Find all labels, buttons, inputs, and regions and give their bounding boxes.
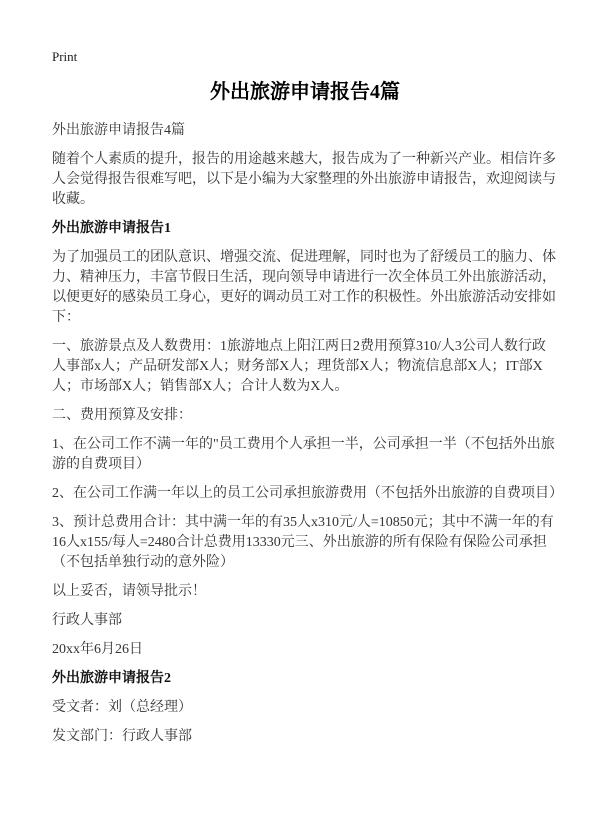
document-title: 外出旅游申请报告4篇 — [210, 81, 400, 103]
paragraph-budget-rule-1: 1、在公司工作不满一年的"员工费用个人承担一半，公司承担一半（不包括外出旅游的自费项目） — [52, 437, 555, 472]
section-heading-report-2: 外出旅游申请报告2 — [52, 671, 171, 686]
print-button[interactable]: Print — [52, 49, 78, 64]
paragraph-purpose: 为了加强员工的团队意识、增强交流、促进理解，同时也为了舒缓员工的脑力、体力、精神压力，丰富节假日生活，现向领导申请进行一次全体员工外出旅游活动，以便更好的感染员工身心，更好的调动员工对工作的积极性。外出旅游活动安排如下： — [52, 250, 556, 325]
paragraph-recipient: 受文者：刘（总经理） — [52, 700, 192, 715]
paragraph-budget-rule-2: 2、在公司工作满一年以上的员工公司承担旅游费用（不包括外出旅游的自费项目） — [52, 486, 563, 501]
paragraph-issuing-department: 发文部门：行政人事部 — [52, 729, 192, 744]
paragraph-subtitle: 外出旅游申请报告4篇 — [52, 123, 185, 138]
paragraph-item-1-destination: 一、旅游景点及人数费用：1旅游地点上阳江两日2费用预算310/人3公司人数行政人事部x人；产品研发部X人；财务部X人；理货部X人；物流信息部X人；IT部X人；市场部X人；销售部X人；合计人数为X人。 — [52, 339, 546, 394]
paragraph-item-2-budget-heading: 二、费用预算及安排： — [52, 408, 192, 423]
paragraph-date: 20xx年6月26日 — [52, 642, 143, 657]
paragraph-budget-rule-3: 3、预计总费用合计：其中满一年的有35人x310元/人=10850元；其中不满一年的有16人x155/每人=2480合计总费用13330元三、外出旅游的所有保险有保险公司承担（不包括单独行动的意外险） — [52, 515, 554, 570]
paragraph-approval-request: 以上妥否，请领导批示！ — [52, 584, 206, 599]
section-heading-report-1: 外出旅游申请报告1 — [52, 221, 171, 236]
paragraph-intro: 随着个人素质的提升，报告的用途越来越大，报告成为了一种新兴产业。相信许多人会觉得报告很难写吧，以下是小编为大家整理的外出旅游申请报告，欢迎阅读与收藏。 — [52, 152, 556, 207]
paragraph-signature-department: 行政人事部 — [52, 613, 122, 628]
